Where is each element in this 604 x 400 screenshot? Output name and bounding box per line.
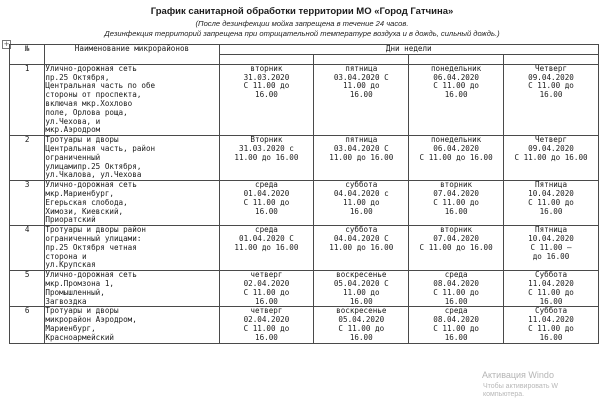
schedule-cell (314, 271, 409, 307)
schedule-line: 16.00 (539, 296, 563, 306)
schedule-line: 16.00 (255, 206, 278, 216)
row-number: 4 (10, 226, 45, 271)
schedule-line: 11.04.2020 (528, 315, 574, 325)
schedule-line: Четверг (535, 135, 568, 145)
district-line: Улично-дорожная сеть (45, 180, 137, 190)
schedule-line: 16.00 (539, 90, 563, 100)
move-handle-icon[interactable]: + (3, 40, 10, 48)
schedule-cell (504, 307, 599, 343)
district-line: Тротуары и дворы (45, 135, 119, 145)
schedule-cell (219, 307, 314, 343)
schedule-line: 11.00 до 16.00 (234, 152, 299, 162)
district-line: включая мкр.Хохлово (45, 98, 133, 108)
schedule-line: 16.00 (255, 296, 278, 306)
schedule-cell (409, 226, 504, 271)
schedule-cell (219, 136, 314, 181)
schedule-line: 11.00 до (342, 287, 380, 297)
schedule-line: понедельник (430, 135, 482, 145)
schedule-line: 04.04.2020 с (333, 188, 389, 198)
schedule-line: С 11.00 до (528, 323, 574, 333)
district-line: Химози, Киевский, (45, 206, 124, 216)
schedule-line: вторник (440, 225, 473, 235)
note-line-1: (После дезинфекции мойка запрещена в течение 24 часов. (195, 19, 409, 28)
schedule-line: С 11.00 до (528, 287, 574, 297)
district-line: микрорайон Аэродром, (45, 315, 137, 325)
schedule-line: Пятница (535, 180, 568, 190)
schedule-line: С 11.00 до (528, 197, 574, 207)
district-cell (45, 307, 219, 343)
schedule-line: 11.00 до 16.00 (329, 152, 394, 162)
schedule-line: 16.00 (255, 90, 278, 100)
schedule-line: 11.00 до (342, 81, 380, 91)
schedule-line: 31.03.2020 с (239, 143, 294, 153)
schedule-line: пятница (345, 135, 378, 145)
schedule-line: Четверг (535, 63, 568, 73)
header-day-2 (314, 54, 409, 64)
district-line: Тротуары и дворы район (45, 225, 146, 235)
schedule-line: 08.04.2020 (433, 315, 479, 325)
schedule-line: 16.00 (349, 296, 373, 306)
district-line: улицамипр.25 Октября, (45, 161, 142, 171)
schedule-line: 10.04.2020 (528, 188, 574, 198)
schedule-cell (314, 136, 409, 181)
district-line: стороны от проспекта, (45, 90, 142, 100)
row-number: 2 (10, 136, 45, 181)
schedule-cell (504, 271, 599, 307)
district-line: Егерьская слобода, (45, 197, 128, 207)
schedule-cell (409, 64, 504, 135)
district-line: ул.Крупская (45, 260, 96, 270)
schedule-line: 02.04.2020 (243, 278, 290, 288)
schedule-cell (504, 64, 599, 135)
schedule-cell (504, 226, 599, 271)
district-line: ограниченный улицами: (45, 233, 142, 243)
schedule-line: 02.04.2020 (243, 315, 290, 325)
district-line: Улично-дорожная сеть (45, 63, 137, 73)
header-days: Дни недели (219, 45, 598, 55)
schedule-cell (314, 64, 409, 135)
schedule-cell (219, 226, 314, 271)
schedule-line: 01.04.2020 С (239, 233, 294, 243)
schedule-line: С 11.00 до (243, 81, 290, 91)
schedule-line: С 11.00 – (530, 242, 572, 252)
district-line: мкр.Аэродром (45, 125, 101, 135)
district-cell (45, 181, 219, 226)
schedule-cell (219, 64, 314, 135)
schedule-line: 16.00 (349, 90, 373, 100)
header-day-3 (409, 54, 504, 64)
schedule-line: вторник (250, 63, 283, 73)
district-line: Мариенбург, (45, 323, 96, 333)
schedule-line: 16.00 (349, 332, 373, 342)
table-row (10, 226, 599, 271)
schedule-line: пятница (345, 63, 378, 73)
district-line: Центральная часть по обе (45, 81, 156, 91)
schedule-cell (219, 181, 314, 226)
table-row (10, 136, 599, 181)
schedule-cell (409, 307, 504, 343)
schedule-line: 09.04.2020 (528, 143, 574, 153)
district-line: Центральная часть, район (45, 143, 156, 153)
schedule-line: 04.04.2020 С (333, 233, 389, 243)
schedule-line: 07.04.2020 (433, 188, 479, 198)
district-line: сторона и (45, 251, 87, 261)
schedule-line: 07.04.2020 (433, 233, 479, 243)
district-line: Приоратский (45, 215, 96, 225)
district-cell (45, 64, 219, 135)
schedule-line: суббота (345, 180, 378, 190)
schedule-line: 16.00 (255, 332, 278, 342)
row-number: 6 (10, 307, 45, 343)
schedule-line: воскресенье (336, 270, 387, 280)
schedule-line: 16.00 (539, 332, 563, 342)
schedule-line: 09.04.2020 (528, 72, 574, 82)
schedule-line: 16.00 (444, 332, 468, 342)
header-day-1 (219, 54, 314, 64)
table-row (10, 271, 599, 307)
schedule-line: 31.03.2020 (243, 72, 290, 82)
schedule-line: 01.04.2020 (243, 188, 290, 198)
district-line: Промышленный, (45, 287, 105, 297)
schedule-line: Суббота (535, 306, 568, 316)
schedule-cell (409, 271, 504, 307)
schedule-cell (219, 271, 314, 307)
header-number: № (10, 45, 45, 65)
schedule-line: 11.00 до (342, 197, 380, 207)
schedule-line: С 11.00 до (433, 323, 479, 333)
note-line-2: Дезинфекция территорий запрещена при отрицательной температуре воздуха и в дождь, сильный дождь.) (104, 29, 500, 38)
schedule-line: Суббота (535, 270, 568, 280)
district-line: пр.25 Октября, (45, 72, 110, 82)
schedule-line: С 11.00 до (433, 197, 479, 207)
schedule-line: С 11.00 до (433, 81, 479, 91)
district-line: ул.Чехова, и (45, 116, 101, 126)
schedule-line: С 11.00 до (338, 323, 385, 333)
schedule-line: С 11.00 до (243, 287, 290, 297)
district-line: Загвоздка (45, 296, 87, 306)
windows-activation-watermark: Активация Windo (482, 370, 554, 380)
schedule-line: 16.00 (444, 206, 468, 216)
schedule-line: 05.04.2020 С (333, 278, 389, 288)
district-line: пр.25 Октября четная (45, 242, 137, 252)
schedule-cell (504, 136, 599, 181)
schedule-line: среда (444, 270, 468, 280)
schedule-line: С 11.00 до (243, 197, 290, 207)
schedule-line: 10.04.2020 (528, 233, 574, 243)
schedule-line: С 11.00 до (243, 323, 290, 333)
schedule-line: до 16.00 (532, 251, 570, 261)
district-line: поле, Орлова роща, (45, 107, 128, 117)
schedule-line: 11.04.2020 (528, 278, 574, 288)
schedule-line: 16.00 (349, 206, 373, 216)
district-line: мкр.Мариенбург, (45, 188, 114, 198)
schedule-line: среда (444, 306, 468, 316)
schedule-cell (504, 181, 599, 226)
schedule-line: среда (255, 180, 278, 190)
schedule-cell (314, 307, 409, 343)
district-cell (45, 226, 219, 271)
schedule-line: вторник (440, 180, 473, 190)
district-line: ул.Чкалова, ул.Чехова (45, 170, 142, 180)
schedule-cell (314, 181, 409, 226)
schedule-cell (409, 136, 504, 181)
schedule-line: четверг (250, 270, 283, 280)
district-cell (45, 136, 219, 181)
schedule-cell (409, 181, 504, 226)
schedule-line: 06.04.2020 (433, 143, 479, 153)
row-number: 5 (10, 271, 45, 307)
district-line: ограниченный (45, 152, 101, 162)
schedule-line: четверг (250, 306, 283, 316)
schedule-line: 05.04.2020 (338, 315, 385, 325)
schedule-line: 11.00 до 16.00 (329, 242, 394, 252)
header-district: Наименование микрорайонов (45, 45, 219, 65)
schedule-line: 16.00 (444, 296, 468, 306)
schedule-table (9, 44, 599, 344)
schedule-line: 03.04.2020 С (333, 143, 389, 153)
schedule-line: 16.00 (444, 90, 468, 100)
row-number: 3 (10, 181, 45, 226)
windows-activation-hint: Чтобы активировать W компьютера. (483, 383, 559, 398)
table-row (10, 307, 599, 343)
district-line: Тротуары и дворы (45, 306, 119, 316)
schedule-cell (314, 226, 409, 271)
schedule-line: С 11.00 до (433, 287, 479, 297)
district-cell (45, 271, 219, 307)
schedule-line: понедельник (430, 63, 482, 73)
schedule-line: 06.04.2020 (433, 72, 479, 82)
district-line: Улично-дорожная сеть (45, 270, 137, 280)
schedule-line: воскресенье (336, 306, 387, 316)
header-row (10, 45, 599, 55)
schedule-line: Вторник (250, 135, 283, 145)
schedule-line: 11.00 до 16.00 (234, 242, 299, 252)
schedule-line: С 11.00 до (528, 81, 574, 91)
schedule-line: С 11.00 до 16.00 (419, 152, 493, 162)
table-row (10, 64, 599, 135)
table-row (10, 181, 599, 226)
schedule-line: суббота (345, 225, 378, 235)
schedule-line: 16.00 (539, 206, 563, 216)
schedule-line: С 11.00 до 16.00 (419, 242, 493, 252)
district-line: Красноармейский (45, 332, 114, 342)
document-title: График санитарной обработки территории МО «Город Гатчина» (150, 6, 454, 17)
district-line: мкр.Промзона 1, (45, 278, 114, 288)
schedule-line: 08.04.2020 (433, 278, 479, 288)
schedule-line: Пятница (535, 225, 568, 235)
schedule-line: 03.04.2020 С (333, 72, 389, 82)
row-number: 1 (10, 64, 45, 135)
schedule-line: среда (255, 225, 278, 235)
header-day-4 (504, 54, 599, 64)
schedule-line: С 11.00 до 16.00 (514, 152, 588, 162)
